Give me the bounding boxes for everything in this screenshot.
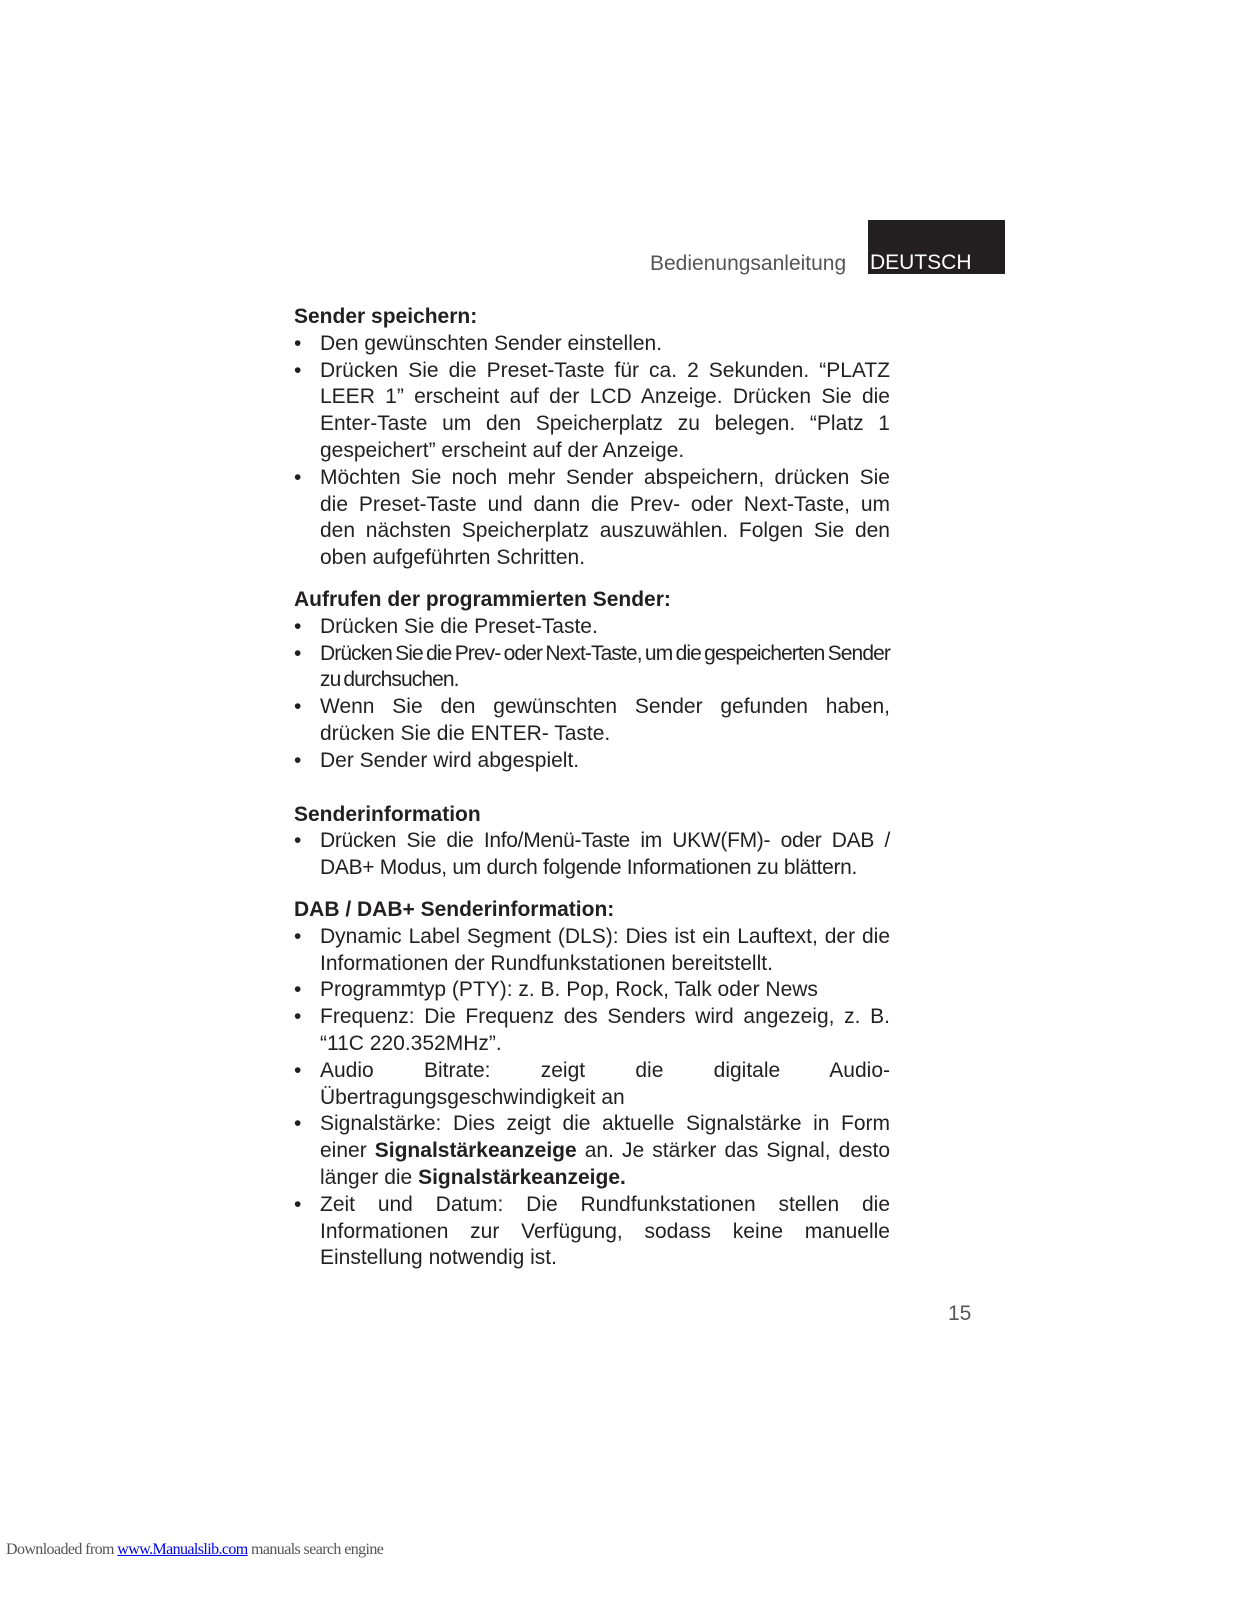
bullet-list xyxy=(294,614,890,775)
list-item: • Drücken Sie die Preset-Taste für ca. 2 Sekunden. “PLATZ LEER 1” erscheint auf der LCD Anzeige. Drücken Sie die Enter-Taste um den Speicherplatz zu belegen. “Platz 1 gespeichert” erscheint auf der Anzeige. xyxy=(294,358,890,465)
section-station-info xyxy=(294,802,890,882)
section-heading: Sender speichern: xyxy=(294,305,478,328)
bullet-list xyxy=(294,924,890,1272)
list-item: • Programmtyp (PTY): z. B. Pop, Rock, Talk oder News xyxy=(294,977,890,1004)
list-item: • Wenn Sie den gewünschten Sender gefunden haben, drücken Sie die ENTER- Taste. xyxy=(294,694,890,748)
emphasis-text: Signalstärkeanzeige xyxy=(374,1139,577,1163)
list-item: • Dynamic Label Segment (DLS): Dies ist ein Lauftext, der die Informationen der Rundfunkstationen bereitstellt. xyxy=(294,924,890,978)
section-dab-info xyxy=(294,897,890,1272)
section-heading: DAB / DAB+ Senderinformation: xyxy=(294,897,615,921)
list-item: • Drücken Sie die Preset-Taste. xyxy=(294,614,890,641)
list-item: • Zeit und Datum: Die Rundfunkstationen stellen die Informationen zur Verfügung, sodass keine manuelle Einstellung notwendig ist. xyxy=(294,1192,890,1272)
list-item-text: Signalstärke: Dies zeigt die aktuelle Signalstärke in Form einer xyxy=(320,1112,890,1163)
list-item: • Den gewünschten Sender einstellen. xyxy=(294,331,890,358)
page-number: 15 xyxy=(948,1302,972,1325)
emphasis-text: Signalstärkeanzeige. xyxy=(418,1165,626,1189)
language-label: DEUTSCH xyxy=(870,251,972,274)
list-item-text: an. Je stärker das Signal, desto länger die xyxy=(320,1139,891,1189)
list-item xyxy=(294,1111,890,1191)
footer-suffix: manuals search engine xyxy=(247,1541,384,1558)
list-item: • Drücken Sie die Info/Menü-Taste im UKW(FM)- oder DAB / DAB+ Modus, um durch folgende Informationen zu blättern. xyxy=(294,828,890,882)
list-item: • Möchten Sie noch mehr Sender abspeichern, drücken Sie die Preset-Taste und dann die Prev- oder Next-Taste, um den nächsten Speicherplatz auszuwählen. Folgen Sie den oben aufgeführten Schritten. xyxy=(294,465,890,572)
section-heading: Senderinformation xyxy=(294,802,481,826)
manual-label: Bedienungsanleitung xyxy=(650,252,847,275)
footer-prefix: Downloaded from xyxy=(6,1541,118,1558)
section-recall-stations xyxy=(294,587,890,775)
language-tab xyxy=(868,220,1005,274)
list-item xyxy=(294,1058,890,1112)
list-item: • Drücken Sie die Prev- oder Next-Taste, um die gespeicherten Sender zu durchsuchen. xyxy=(294,641,890,695)
section-save-stations xyxy=(294,304,890,572)
list-item: • Frequenz: Die Frequenz des Senders wird angezeig, z. B. “11C 220.352MHz”. xyxy=(294,1004,890,1058)
manual-content xyxy=(294,304,890,1272)
list-item-line: • Audio Bitrate: zeigt die digitale Audio- xyxy=(320,1058,890,1082)
section-heading: Aufrufen der programmierten Sender: xyxy=(294,587,671,611)
bullet-list xyxy=(294,828,890,882)
list-item-line: Übertragungsgeschwindigkeit an xyxy=(320,1085,625,1109)
bullet-list xyxy=(294,331,890,572)
manualslib-link[interactable]: www.Manualslib.com xyxy=(117,1541,248,1558)
download-footer xyxy=(6,1541,383,1559)
list-item: • Der Sender wird abgespielt. xyxy=(294,748,890,775)
